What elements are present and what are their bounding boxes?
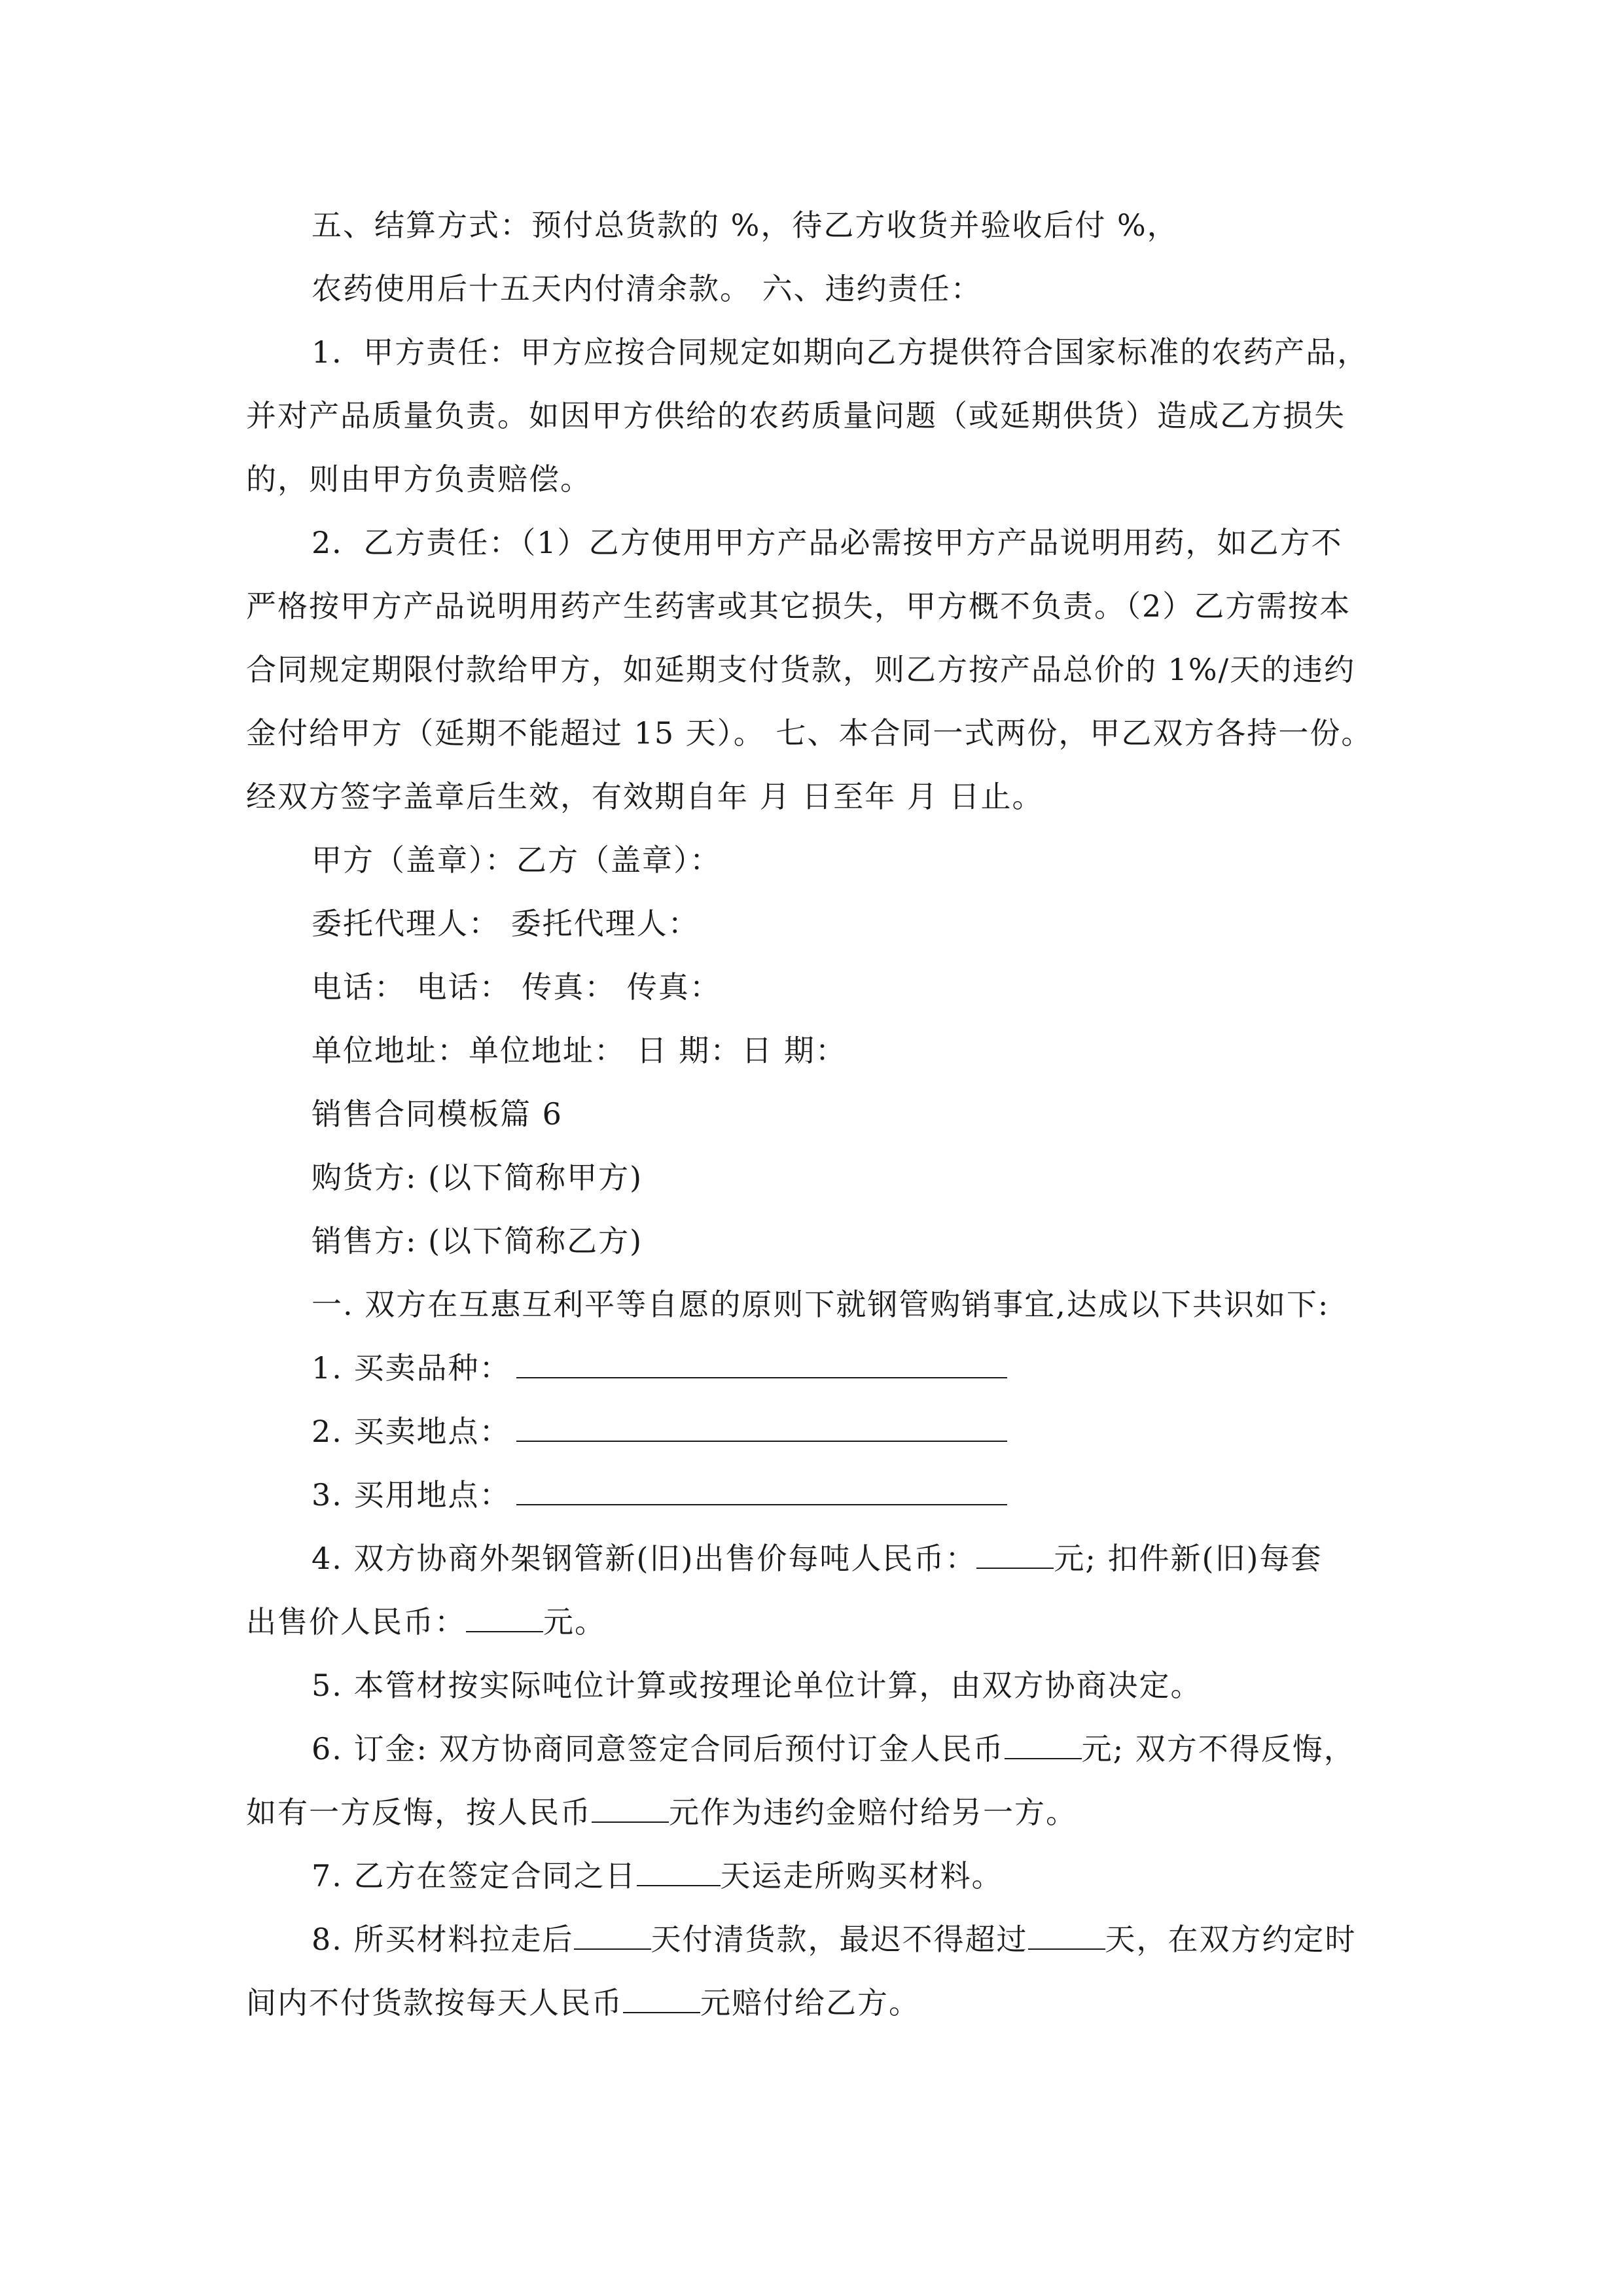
item-3-use-location: [246, 1463, 1398, 1527]
party-a-liability-cont-2: 的，则由甲方负责赔偿。: [246, 461, 592, 497]
item-1-label: 1. 买卖品种：: [312, 1350, 511, 1386]
validity-period: 经双方签字盖章后生效，有效期自年 月 日至年 月 日止。: [246, 779, 1044, 814]
item-7-pickup: [246, 1844, 1398, 1908]
item-6-cont-text-b: 元作为违约金赔付给另一方。: [669, 1795, 1077, 1830]
item-1-variety: [246, 1336, 1398, 1400]
party-b-liability-cont-1: 严格按甲方产品说明用药产生药害或其它损失，甲方概不负责。（2）乙方需按本: [246, 588, 1351, 624]
item-4-blank: [976, 1539, 1054, 1569]
item-7-text-b: 天运走所购买材料。: [720, 1858, 1003, 1893]
section-title: 销售合同模板篇 6: [312, 1096, 563, 1132]
item-4-price: [246, 1527, 1398, 1590]
item-2-location: [246, 1400, 1398, 1463]
item-8-payment-cont: [246, 1971, 1398, 2035]
party-a-liability: 1．甲方责任：甲方应按合同规定如期向乙方提供符合国家标准的农药产品，: [312, 334, 1369, 370]
party-b-liability: 2．乙方责任：（1）乙方使用甲方产品必需按甲方产品说明用药，如乙方不: [312, 525, 1343, 560]
item-1-blank: [516, 1348, 1007, 1378]
item-6-blank: [1005, 1729, 1082, 1759]
item-8-cont-text-b: 元赔付给乙方。: [700, 1985, 920, 2020]
item-8-blank-1: [574, 1920, 651, 1950]
item-4-text-a: 4. 双方协商外架钢管新(旧)出售价每吨人民币：: [312, 1541, 977, 1576]
item-8-cont-blank: [623, 1983, 700, 2013]
item-7-text-a: 7. 乙方在签定合同之日: [312, 1858, 637, 1893]
item-8-text-c: 天，在双方约定时: [1105, 1922, 1357, 1957]
item-3-label: 3. 买用地点：: [312, 1477, 511, 1513]
item-3-blank: [516, 1475, 1007, 1505]
item-7-blank: [637, 1856, 721, 1886]
item-6-text-b: 元; 双方不得反悔，: [1081, 1731, 1355, 1767]
item-4-text-b: 元; 扣件新(旧)每套: [1054, 1541, 1323, 1576]
item-5-measurement: 5. 本管材按实际吨位计算或按理论单位计算，由双方协商决定。: [312, 1668, 1202, 1703]
item-8-payment: [246, 1908, 1398, 1971]
item-6-cont-text-a: 如有一方反悔，按人民币: [246, 1795, 592, 1830]
consensus-intro: 一. 双方在互惠互利平等自愿的原则下就钢管购销事宜,达成以下共识如下:: [312, 1287, 1330, 1322]
clause-5-settlement: 五、结算方式：预付总货款的 %，待乙方收货并验收后付 %，: [312, 207, 1179, 243]
item-6-text-a: 6. 订金: 双方协商同意签定合同后预付订金人民币: [312, 1731, 1005, 1767]
item-6-deposit: [246, 1717, 1398, 1781]
item-4-cont-blank: [466, 1602, 543, 1632]
item-8-cont-text-a: 间内不付货款按每天人民币: [246, 1985, 623, 2020]
seal-line: 甲方（盖章）：乙方（盖章）：: [312, 842, 721, 878]
agent-line: 委托代理人： 委托代理人：: [312, 906, 700, 941]
phone-fax-line: 电话： 电话： 传真： 传真：: [312, 969, 721, 1005]
party-b-liability-cont-2: 合同规定期限付款给甲方，如延期支付货款，则乙方按产品总价的 1%/天的违约: [246, 652, 1356, 687]
party-a-liability-cont-1: 并对产品质量负责。如因甲方供给的农药质量问题（或延期供货）造成乙方损失: [246, 398, 1346, 433]
item-4-cont-text-b: 元。: [543, 1604, 606, 1640]
item-2-label: 2. 买卖地点：: [312, 1414, 511, 1449]
address-date-line: 单位地址：单位地址： 日 期：日 期：: [312, 1033, 847, 1068]
document-body: [246, 194, 1398, 2035]
item-8-text-a: 8. 所买材料拉走后: [312, 1922, 574, 1957]
item-4-price-cont: [246, 1590, 1398, 1654]
item-2-blank: [516, 1412, 1007, 1442]
seller-line: 销售方: (以下简称乙方): [312, 1223, 643, 1259]
item-8-blank-2: [1028, 1920, 1105, 1950]
party-b-liability-cont-3: 金付给甲方（延期不能超过 15 天）。 七、本合同一式两份，甲乙双方各持一份。: [246, 715, 1373, 751]
item-6-deposit-cont: [246, 1781, 1398, 1844]
item-8-text-b: 天付清货款，最迟不得超过: [651, 1922, 1028, 1957]
item-6-cont-blank: [592, 1793, 669, 1823]
clause-6-liability-heading: 农药使用后十五天内付清余款。 六、违约责任：: [312, 271, 982, 306]
item-4-cont-text-a: 出售价人民币：: [246, 1604, 466, 1640]
buyer-line: 购货方: (以下简称甲方): [312, 1160, 643, 1195]
